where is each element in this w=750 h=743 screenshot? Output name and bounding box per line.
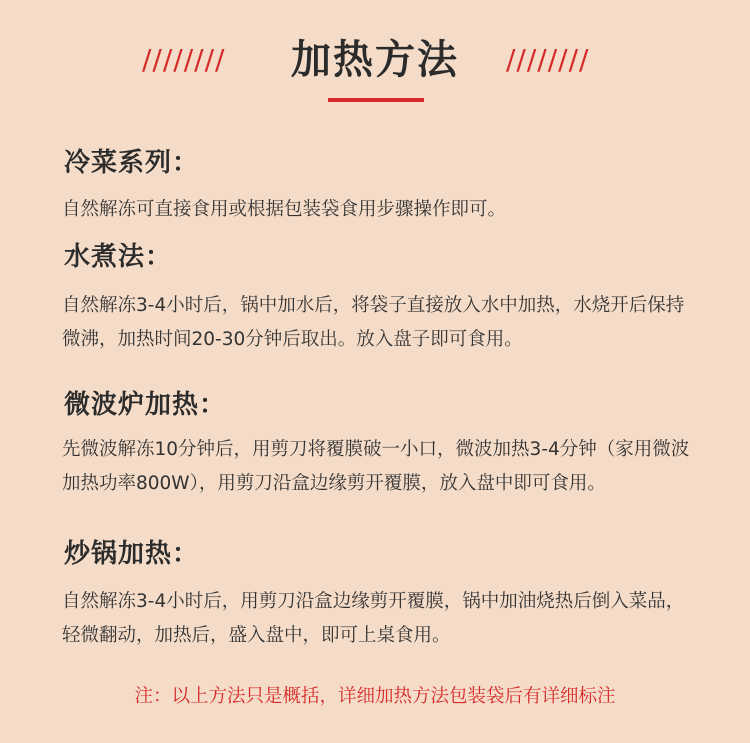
section-heading-microwave: 微波炉加热： <box>64 390 227 420</box>
section-heading-cold-dish: 冷菜系列： <box>64 148 200 178</box>
page-title: 加热方法 <box>291 37 459 83</box>
decoration-slashes-left: //////// <box>142 43 226 76</box>
section-body-wok: 自然解冻3-4小时后，用剪刀沿盒边缘剪开覆膜，锅中加油烧热后倒入菜品，轻微翻动，加热后，盛入盘中，即可上桌食用。 <box>62 591 685 646</box>
header <box>0 28 750 108</box>
decoration-slashes-right: //////// <box>506 43 590 76</box>
title-underline <box>328 98 424 102</box>
section-heading-wok: 炒锅加热： <box>64 539 200 569</box>
section-body-microwave: 先微波解冻10分钟后，用剪刀将覆膜破一小口，微波加热3-4分钟（家用微波加热功率800W），用剪刀沿盒边缘剪开覆膜，放入盘中即可食用。 <box>62 439 690 494</box>
section-heading-boiling: 水煮法： <box>64 242 173 272</box>
footnote: 注：以上方法只是概括，详细加热方法包装袋后有详细标注 <box>134 686 616 707</box>
section-body-boiling: 自然解冻3-4小时后，锅中加水后，将袋子直接放入水中加热，水烧开后保持微沸，加热时间20-30分钟后取出。放入盘子即可食用。 <box>62 295 685 350</box>
section-body-cold-dish: 自然解冻可直接食用或根据包装袋食用步骤操作即可。 <box>62 199 507 220</box>
